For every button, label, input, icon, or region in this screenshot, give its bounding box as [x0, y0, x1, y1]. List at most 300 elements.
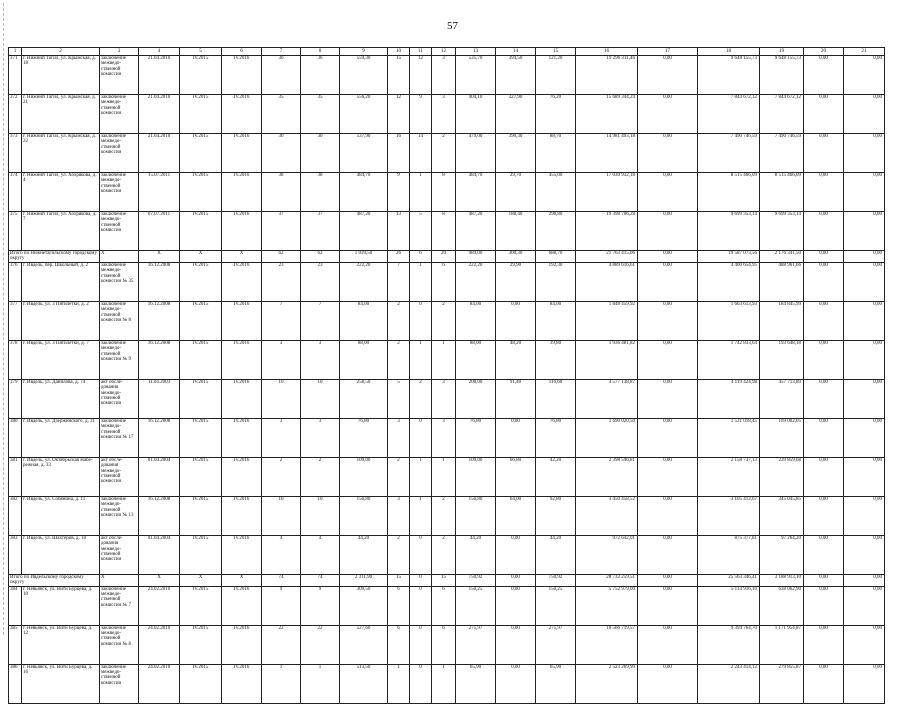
table-cell: 0,00 [844, 625, 885, 664]
table-cell: 0,00 [638, 262, 698, 301]
table-cell: 7 490 746,59 [698, 134, 760, 173]
table-cell: 15 [388, 574, 410, 586]
address-cell: г. Невьянск, ул. Вити Бурцева, д. 12 [22, 625, 100, 664]
table-cell: 23 [262, 262, 301, 301]
column-header: 17 [638, 48, 698, 56]
table-cell: 3 [301, 418, 340, 457]
table-cell: IV.2015 [180, 535, 222, 574]
page-number: 57 [447, 20, 458, 32]
table-row [9, 418, 885, 457]
table-cell: 0,00 [804, 496, 844, 535]
table-cell: 16.12.2008 [139, 301, 180, 340]
address-cell: г. Ивдель, ул. Шахтёров, д. 10 [22, 535, 100, 574]
table-cell: IV.2016 [222, 212, 262, 251]
table-cell: 15.07.2011 [139, 173, 180, 212]
table-cell: 1 [432, 664, 456, 703]
table-row [9, 625, 885, 664]
table-cell: 0,00 [638, 625, 698, 664]
table-cell: 35 [301, 95, 340, 134]
table-cell: 0 [410, 586, 432, 625]
table-cell: 300,30 [496, 251, 536, 263]
table-cell: 2 398 596,81 [576, 457, 638, 496]
table-cell: 208,00 [456, 379, 496, 418]
table-cell: IV.2016 [222, 418, 262, 457]
table-cell: 6 [432, 625, 456, 664]
table-cell: 14 [410, 134, 432, 173]
table-cell: 222,20 [340, 262, 388, 301]
table-cell: X [100, 574, 139, 586]
table-row [9, 173, 885, 212]
table-cell: X [222, 574, 262, 586]
table-cell: 0,00 [804, 340, 844, 379]
table-cell: 9 648 155,73 [698, 56, 760, 95]
table-cell: 0 [410, 625, 432, 664]
table-cell: 84,00 [340, 301, 388, 340]
table-cell: 2 311,90 [340, 574, 388, 586]
column-header: 15 [536, 48, 576, 56]
table-cell: IV.2015 [180, 664, 222, 703]
table-cell: 0,00 [804, 301, 844, 340]
table-cell: IV.2016 [222, 664, 262, 703]
table-cell: 0,00 [804, 535, 844, 574]
table-cell: 192,30 [536, 262, 576, 301]
table-cell: 7 844 672,12 [760, 95, 804, 134]
table-cell: 74 [301, 574, 340, 586]
column-header: 19 [760, 48, 804, 56]
document-cell: заключение межведо-ственной комиссии [100, 664, 139, 703]
table-cell: 37 [262, 212, 301, 251]
column-header: 4 [139, 48, 180, 56]
table-cell: 21.04.2010 [139, 134, 180, 173]
table-cell: 36 [301, 56, 340, 95]
table-cell: 37 [301, 212, 340, 251]
address-cell: г. Ивдель, ул. Октябрьская Набе-режная, д. 33 [22, 457, 100, 496]
table-cell: 109,00 [340, 457, 388, 496]
column-header: 11 [410, 48, 432, 56]
table-cell: 0,00 [844, 457, 885, 496]
table-cell: 8 515 466,09 [760, 173, 804, 212]
table-cell: 0,00 [638, 379, 698, 418]
table-cell: 88,00 [340, 340, 388, 379]
table-cell: 2 [301, 457, 340, 496]
table-cell: 275,97 [536, 625, 576, 664]
document-cell: заключение межведо-ственной комиссии № 7 [100, 586, 139, 625]
table-cell: 0,00 [638, 301, 698, 340]
table-cell: 0,00 [844, 173, 885, 212]
table-cell: IV.2016 [222, 56, 262, 95]
address-cell: г. Нижний Тагил, ул. Хохрякова, д. 7 [22, 212, 100, 251]
document-cell: заключение межведо-ственной комиссии [100, 212, 139, 251]
table-cell: 0,00 [638, 574, 698, 586]
table-cell: 0,00 [496, 301, 536, 340]
address-cell: г. Невьянск, ул. Вити Бурцева, д. 16 [22, 664, 100, 703]
address-cell: г. Нижний Тагил, ул. Крымская, д. 21 [22, 95, 100, 134]
column-header: 7 [262, 48, 301, 56]
table-cell: 3 [432, 418, 456, 457]
table-cell: 0,00 [804, 212, 844, 251]
table-cell: 457 713,89 [760, 379, 804, 418]
document-cell: заключение межведо-ственной комиссии № 8 [100, 301, 139, 340]
table-cell: 3 [388, 496, 410, 535]
table-row [9, 586, 885, 625]
table-cell: 121,20 [536, 56, 576, 95]
table-row [9, 212, 885, 251]
table-cell: X [139, 574, 180, 586]
table-cell: 76,80 [456, 418, 496, 457]
table-cell: 1 690 020,50 [576, 418, 638, 457]
table-cell: 30 [262, 134, 301, 173]
table-cell: 116,60 [536, 379, 576, 418]
address-cell: г. Ивдель, пер. Школьный, д. 2 [22, 262, 100, 301]
column-header: 16 [576, 48, 638, 56]
table-cell: 7 490 746,59 [760, 134, 804, 173]
table-cell: 0,00 [638, 95, 698, 134]
table-cell: 2 [388, 535, 410, 574]
table-cell: 0,00 [638, 251, 698, 263]
table-cell: 2 523 269,99 [576, 664, 638, 703]
table-cell: 21.04.2010 [139, 95, 180, 134]
column-header: 12 [432, 48, 456, 56]
table-cell: 1 663 613,93 [698, 301, 760, 340]
table-cell: 62 [262, 251, 301, 263]
document-cell: заключение межведо-ственной комиссии [100, 134, 139, 173]
table-cell: 6 [388, 586, 410, 625]
table-cell: 97 264,20 [760, 535, 804, 574]
table-cell: 169 002,05 [760, 418, 804, 457]
table-cell: 0,00 [804, 134, 844, 173]
address-cell: г. Ивдель, ул. Дзержинского, д. 31 [22, 418, 100, 457]
table-cell: 2 [388, 340, 410, 379]
table-cell: 404,10 [456, 95, 496, 134]
table-cell: 44,20 [536, 535, 576, 574]
address-cell: г. Нижний Тагил, ул. Крымская, д. 18 [22, 56, 100, 95]
row-number-cell: 375 [9, 212, 22, 251]
table-cell: 0,00 [638, 212, 698, 251]
table-cell: 1 [262, 664, 301, 703]
table-cell: 16.12.2008 [139, 262, 180, 301]
table-cell: 0,00 [844, 262, 885, 301]
table-cell: 44,20 [456, 535, 496, 574]
table-cell: 4 400 654,95 [698, 262, 760, 301]
column-header: 21 [844, 48, 885, 56]
table-cell: 0 [410, 664, 432, 703]
table-cell: 1 [410, 340, 432, 379]
table-cell: 36 [262, 56, 301, 95]
table-cell: 62 [301, 251, 340, 263]
housing-table [8, 47, 885, 704]
table-cell: 26 [388, 251, 410, 263]
table-cell: 28 732 259,51 [576, 574, 638, 586]
table-cell: 48,20 [496, 340, 536, 379]
table-cell: 0,00 [638, 664, 698, 703]
table-cell: 9 699 353,14 [698, 212, 760, 251]
table-cell: 0,00 [844, 574, 885, 586]
table-cell: IV.2015 [180, 56, 222, 95]
table-cell: 109,00 [456, 457, 496, 496]
table-cell: 222,20 [456, 262, 496, 301]
table-row [9, 496, 885, 535]
table-cell: 6 [432, 586, 456, 625]
table-cell: 150,25 [456, 586, 496, 625]
table-cell: 0,00 [844, 212, 885, 251]
table-cell: 0,00 [496, 574, 536, 586]
table-cell: 19 398 706,28 [576, 212, 638, 251]
table-cell: 2 158 737,13 [698, 457, 760, 496]
row-number-cell: 384 [9, 586, 22, 625]
table-cell: 15 689 344,24 [576, 95, 638, 134]
address-cell: г. Нижний Тагил, ул. Крымская, д. 22 [22, 134, 100, 173]
table-cell: 535,70 [456, 56, 496, 95]
table-cell: 13 [388, 212, 410, 251]
table-cell: 0,00 [844, 95, 885, 134]
table-cell: 5 [388, 379, 410, 418]
table-cell: 5 752 979,00 [576, 586, 638, 625]
table-cell: 989,00 [456, 251, 496, 263]
table-cell: 4 119 424,98 [698, 379, 760, 418]
column-header: 13 [456, 48, 496, 56]
table-row [9, 379, 885, 418]
table-cell: IV.2016 [222, 134, 262, 173]
table-cell: 750,92 [456, 574, 496, 586]
row-number-cell: 383 [9, 535, 22, 574]
row-number-cell: 379 [9, 379, 22, 418]
table-cell: 7 [388, 262, 410, 301]
table-cell: 88,00 [456, 340, 496, 379]
table-cell: 19 587 073,56 [698, 251, 760, 263]
table-cell: 0,00 [804, 418, 844, 457]
subtotal-row [9, 251, 885, 263]
table-cell: 150,25 [536, 586, 576, 625]
document-cell: заключение межведо-ственной комиссии № 35 [100, 262, 139, 301]
table-cell: 2 [432, 301, 456, 340]
table-cell: 9 648 155,73 [760, 56, 804, 95]
table-cell: 298,80 [536, 212, 576, 251]
table-cell: 8 [432, 212, 456, 251]
column-header: 6 [222, 48, 262, 56]
table-cell: 750,92 [536, 574, 576, 586]
table-cell: 527,60 [340, 625, 388, 664]
table-cell: 0,00 [638, 173, 698, 212]
table-cell: 390,30 [496, 134, 536, 173]
table-cell: 16.12.2008 [139, 496, 180, 535]
row-number-cell: 382 [9, 496, 22, 535]
table-cell: 2 [410, 379, 432, 418]
document-cell: заключение межведо-ственной комиссии № 9 [100, 340, 139, 379]
table-cell: 3 [262, 340, 301, 379]
table-cell: 38 [262, 173, 301, 212]
table-cell: IV.2016 [222, 625, 262, 664]
table-cell: 184 845,99 [760, 301, 804, 340]
table-cell: 21 763 415,06 [576, 251, 638, 263]
column-header: 9 [340, 48, 388, 56]
table-cell: 10 [262, 496, 301, 535]
column-header: 8 [301, 48, 340, 56]
table-cell: 0,00 [804, 457, 844, 496]
table-cell: 0,00 [496, 625, 536, 664]
table-cell: 972 642,01 [576, 535, 638, 574]
table-cell: IV.2015 [180, 379, 222, 418]
table-cell: 10 [301, 379, 340, 418]
table-cell: 01.04.2004 [139, 457, 180, 496]
table-cell: 513,50 [340, 664, 388, 703]
table-cell: 0 [410, 418, 432, 457]
table-cell: 24.02.2010 [139, 586, 180, 625]
table-cell: 0,00 [638, 496, 698, 535]
table-cell: IV.2015 [180, 212, 222, 251]
table-row [9, 535, 885, 574]
table-cell: 0,00 [638, 457, 698, 496]
table-cell: 0 [410, 301, 432, 340]
table-cell: 5 114 916,10 [698, 586, 760, 625]
table-cell: 2 243 414,12 [698, 664, 760, 703]
table-cell: 24.02.2010 [139, 664, 180, 703]
row-number-cell: 385 [9, 625, 22, 664]
subtotal-row [9, 574, 885, 586]
table-cell: 2 [388, 301, 410, 340]
document-cell: акт обсле-дования межведо-ственной комиссии [100, 457, 139, 496]
table-cell: X [180, 251, 222, 263]
table-cell: IV.2015 [180, 262, 222, 301]
address-cell: г. Ивдель, ул. 3 Пятилетки, д. 2 [22, 301, 100, 340]
document-cell: заключение межведо-ственной комиссии № 8 [100, 625, 139, 664]
table-cell: 156,80 [340, 496, 388, 535]
table-cell: 1 [301, 664, 340, 703]
table-cell: 16.12.2008 [139, 418, 180, 457]
document-cell: акт обсле-дования межведо-ственной комиссии [100, 379, 139, 418]
table-cell: 345 045,85 [760, 496, 804, 535]
table-row [9, 301, 885, 340]
table-cell: 4 [301, 535, 340, 574]
table-cell: 5 [410, 212, 432, 251]
table-cell: IV.2016 [222, 535, 262, 574]
table-cell: 9 [262, 586, 301, 625]
row-number-cell: 371 [9, 56, 22, 95]
table-cell: 12 [410, 56, 432, 95]
table-cell: 91,40 [496, 379, 536, 418]
table-cell: 25 563 346,41 [698, 574, 760, 586]
table-cell: 3 450 458,52 [576, 496, 638, 535]
table-row [9, 56, 885, 95]
table-cell: 875 377,81 [698, 535, 760, 574]
table-row [9, 457, 885, 496]
table-cell: 3 105 412,67 [698, 496, 760, 535]
table-cell: 74 [262, 574, 301, 586]
table-cell: IV.2015 [180, 418, 222, 457]
table-cell: 0,00 [844, 251, 885, 263]
table-cell: 14 981 493,18 [576, 134, 638, 173]
table-cell: 9 699 353,14 [760, 212, 804, 251]
table-cell: IV.2015 [180, 134, 222, 173]
table-cell: 188,40 [496, 212, 536, 251]
table-cell: 0,00 [496, 586, 536, 625]
document-cell: заключение межведо-ственной комиссии № 13 [100, 496, 139, 535]
table-cell: 0,00 [496, 535, 536, 574]
column-header: 1 [9, 48, 22, 56]
document-cell: заключение межведо-ственной комиссии № 17 [100, 418, 139, 457]
table-cell: 0,00 [638, 340, 698, 379]
table-cell: IV.2016 [222, 340, 262, 379]
table-cell: 07.07.2011 [139, 212, 180, 251]
table-cell: 16 [388, 134, 410, 173]
table-cell: 1 [432, 340, 456, 379]
table-cell: 2 [432, 496, 456, 535]
table-cell: 0,00 [496, 664, 536, 703]
document-cell: заключение межведо-ственной комиссии [100, 56, 139, 95]
table-row [9, 95, 885, 134]
table-cell: IV.2015 [180, 173, 222, 212]
table-row [9, 262, 885, 301]
table-cell: 3 [388, 418, 410, 457]
table-body [9, 56, 885, 704]
table-cell: IV.2015 [180, 457, 222, 496]
table-cell: 42,20 [536, 457, 576, 496]
table-cell: IV.2015 [180, 95, 222, 134]
table-cell: 38 [301, 173, 340, 212]
row-number-cell: 378 [9, 340, 22, 379]
table-cell: 12 [388, 95, 410, 134]
table-cell: 01.04.2004 [139, 535, 180, 574]
row-number-cell: 372 [9, 95, 22, 134]
table-cell: 3 188 913,10 [760, 574, 804, 586]
subtotal-label: Итого по Нижнетагильскому городскому округу [9, 251, 100, 263]
table-cell: 20 [432, 251, 456, 263]
row-number-cell: 376 [9, 262, 22, 301]
table-cell: 10 [262, 379, 301, 418]
housing-table-container [8, 47, 884, 704]
table-cell: 0,00 [844, 134, 885, 173]
row-number-cell: 386 [9, 664, 22, 703]
table-cell: IV.2016 [222, 301, 262, 340]
table-cell: 327,90 [496, 95, 536, 134]
header-row [9, 48, 885, 56]
table-cell: 0,00 [638, 586, 698, 625]
table-cell: 4 [262, 535, 301, 574]
table-cell: 638 062,90 [760, 586, 804, 625]
table-cell: 1 742 833,64 [698, 340, 760, 379]
table-cell: IV.2016 [222, 379, 262, 418]
table-cell: 9 394 764,70 [698, 625, 760, 664]
table-cell: 1 936 481,82 [576, 340, 638, 379]
table-cell: 0,00 [844, 379, 885, 418]
table-cell: 487,20 [340, 212, 388, 251]
table-cell: 35 [262, 95, 301, 134]
table-cell: 484,70 [340, 173, 388, 212]
column-header: 3 [100, 48, 139, 56]
table-cell: IV.2015 [180, 301, 222, 340]
table-cell: 10 566 719,57 [576, 625, 638, 664]
document-cell: заключение межведо-ственной комиссии [100, 173, 139, 212]
column-header: 5 [180, 48, 222, 56]
table-cell: 16.12.2008 [139, 340, 180, 379]
table-cell: 0,00 [804, 664, 844, 703]
table-cell: 29,70 [496, 173, 536, 212]
table-cell: 66,80 [496, 457, 536, 496]
table-cell: 9 [301, 586, 340, 625]
table-row [9, 134, 885, 173]
address-cell: г. Нижний Тагил, ул. Хохрякова, д. 4 [22, 173, 100, 212]
table-cell: 0,00 [844, 535, 885, 574]
table-cell: 0,00 [638, 56, 698, 95]
table-cell: 10 [301, 496, 340, 535]
address-cell: г. Невьянск, ул. Вити Бурцева, д. 10 [22, 586, 100, 625]
column-header: 18 [698, 48, 760, 56]
table-cell: 7 [262, 301, 301, 340]
table-cell: 455,00 [536, 173, 576, 212]
table-cell: IV.2016 [222, 586, 262, 625]
table-cell: 2 [262, 457, 301, 496]
table-cell: 537,90 [340, 134, 388, 173]
table-cell: 1 [410, 457, 432, 496]
